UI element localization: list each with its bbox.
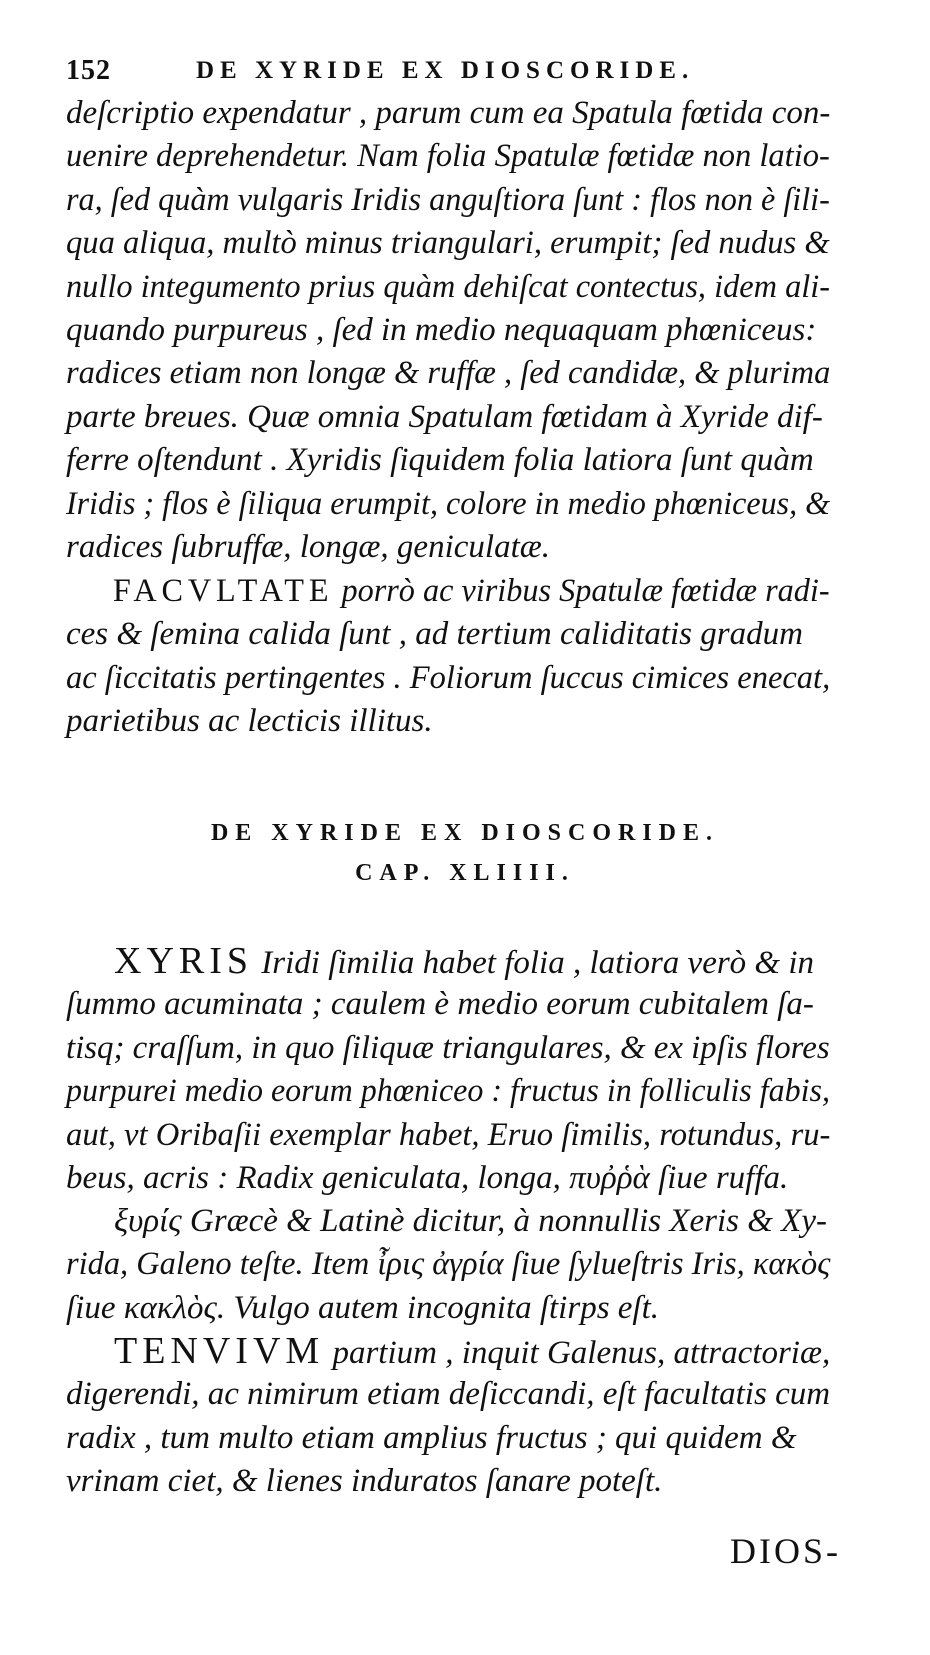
text-line: ac ſiccitatis pertingentes . Foliorum ſuccus cimices enecat,: [66, 659, 831, 696]
lead-word: XYRIS: [114, 940, 254, 982]
paragraph-nomenclature: [66, 1200, 830, 1330]
running-head-title: DE XYRIDE EX DIOSCORIDE.: [196, 57, 695, 84]
text-line: qua aliqua, multò minus triangulari, erumpit; ſed nudus &: [66, 225, 830, 262]
catchword: DIOS-: [730, 1531, 841, 1571]
paragraph-facultates: [66, 570, 830, 744]
text-line: parietibus ac lecticis illitus.: [66, 703, 433, 740]
paragraph-description: [66, 92, 830, 569]
text-line: ſiue κακλὸς. Vulgo autem incognita ſtirps eſt.: [66, 1289, 660, 1326]
text-line: ra, ſed quàm vulgaris Iridis anguſtiora ſunt : flos non è ſili-: [66, 181, 830, 218]
text-line: quando purpureus , ſed in medio nequaquam phœniceus:: [66, 311, 817, 348]
text-line: rida, Galeno teſte. Item ἶρις ἀγρία ſiue ſylueſtris Iris, κακὸς: [66, 1246, 831, 1283]
text-line: Iridis ; flos è ſiliqua erumpit, colore in medio phœniceus, &: [66, 485, 831, 522]
text-line: digerendi, ac nimirum etiam deſiccandi, eſt facultatis cum: [66, 1376, 831, 1413]
text-line: ξυρίς Græcè & Latinè dicitur, à nonnullis Xeris & Xy-: [114, 1203, 827, 1239]
text-line: vrinam ciet, & lienes induratos ſanare poteſt.: [66, 1463, 663, 1500]
text-line: XYRIS Iridi ſimilia habet folia , latiora verò & in: [114, 940, 815, 982]
paragraph-tenuium: [66, 1330, 830, 1504]
text-line: radices etiam non longæ & ruffæ , ſed candidæ, & plurima: [66, 355, 831, 392]
text-line: TENVIVM partium , inquit Galenus, attractoriæ,: [114, 1330, 831, 1372]
text-line: purpurei medio eorum phœniceo : fructus in folliculis fabis,: [66, 1073, 830, 1110]
lead-word: FACVLTATE: [112, 573, 334, 609]
text-line: beus, acris : Radix geniculata, longa, πυῤῥὰ ſiue ruffa.: [66, 1159, 789, 1196]
chapter-number: CAP. XLIIII.: [355, 860, 575, 886]
chapter-title: DE XYRIDE EX DIOSCORIDE.: [210, 820, 720, 846]
text-line: ces & ſemina calida ſunt , ad tertium caliditatis gradum: [66, 616, 803, 653]
page-number: 152: [66, 55, 111, 86]
text-line: radices ſubruffæ, longæ, geniculatæ.: [66, 528, 550, 565]
text-line: uenire deprehendetur. Nam folia Spatulæ fœtidæ non latio-: [66, 138, 830, 175]
text-line: FACVLTATE porrò ac viribus Spatulæ fœtidæ radi-: [112, 573, 830, 609]
running-head: [66, 55, 826, 95]
text-line: ferre oſtendunt . Xyridis ſiquidem folia latiora ſunt quàm: [66, 442, 814, 479]
text-line: parte breues. Quæ omnia Spatulam fœtidam à Xyride dif-: [66, 398, 823, 435]
text-line: deſcriptio expendatur , parum cum ea Spatula fœtida con-: [66, 95, 831, 131]
text-line: nullo integumento prius quàm dehiſcat contectus, idem ali-: [66, 268, 831, 305]
text-line: tisq; craſſum, in quo ſiliquæ triangulares, & ex ipſis flores: [66, 1029, 830, 1066]
text-line: ſummo acuminata ; caulem è medio eorum cubitalem ſa-: [66, 986, 814, 1023]
lead-word: TENVIVM: [114, 1330, 325, 1372]
paragraph-xyris: [66, 940, 830, 1200]
text-line: aut, vt Oribaſii exemplar habet, Eruo ſimilis, rotundus, ru-: [66, 1116, 831, 1153]
text-line: radix , tum multo etiam amplius fructus ; qui quidem &: [66, 1419, 797, 1456]
